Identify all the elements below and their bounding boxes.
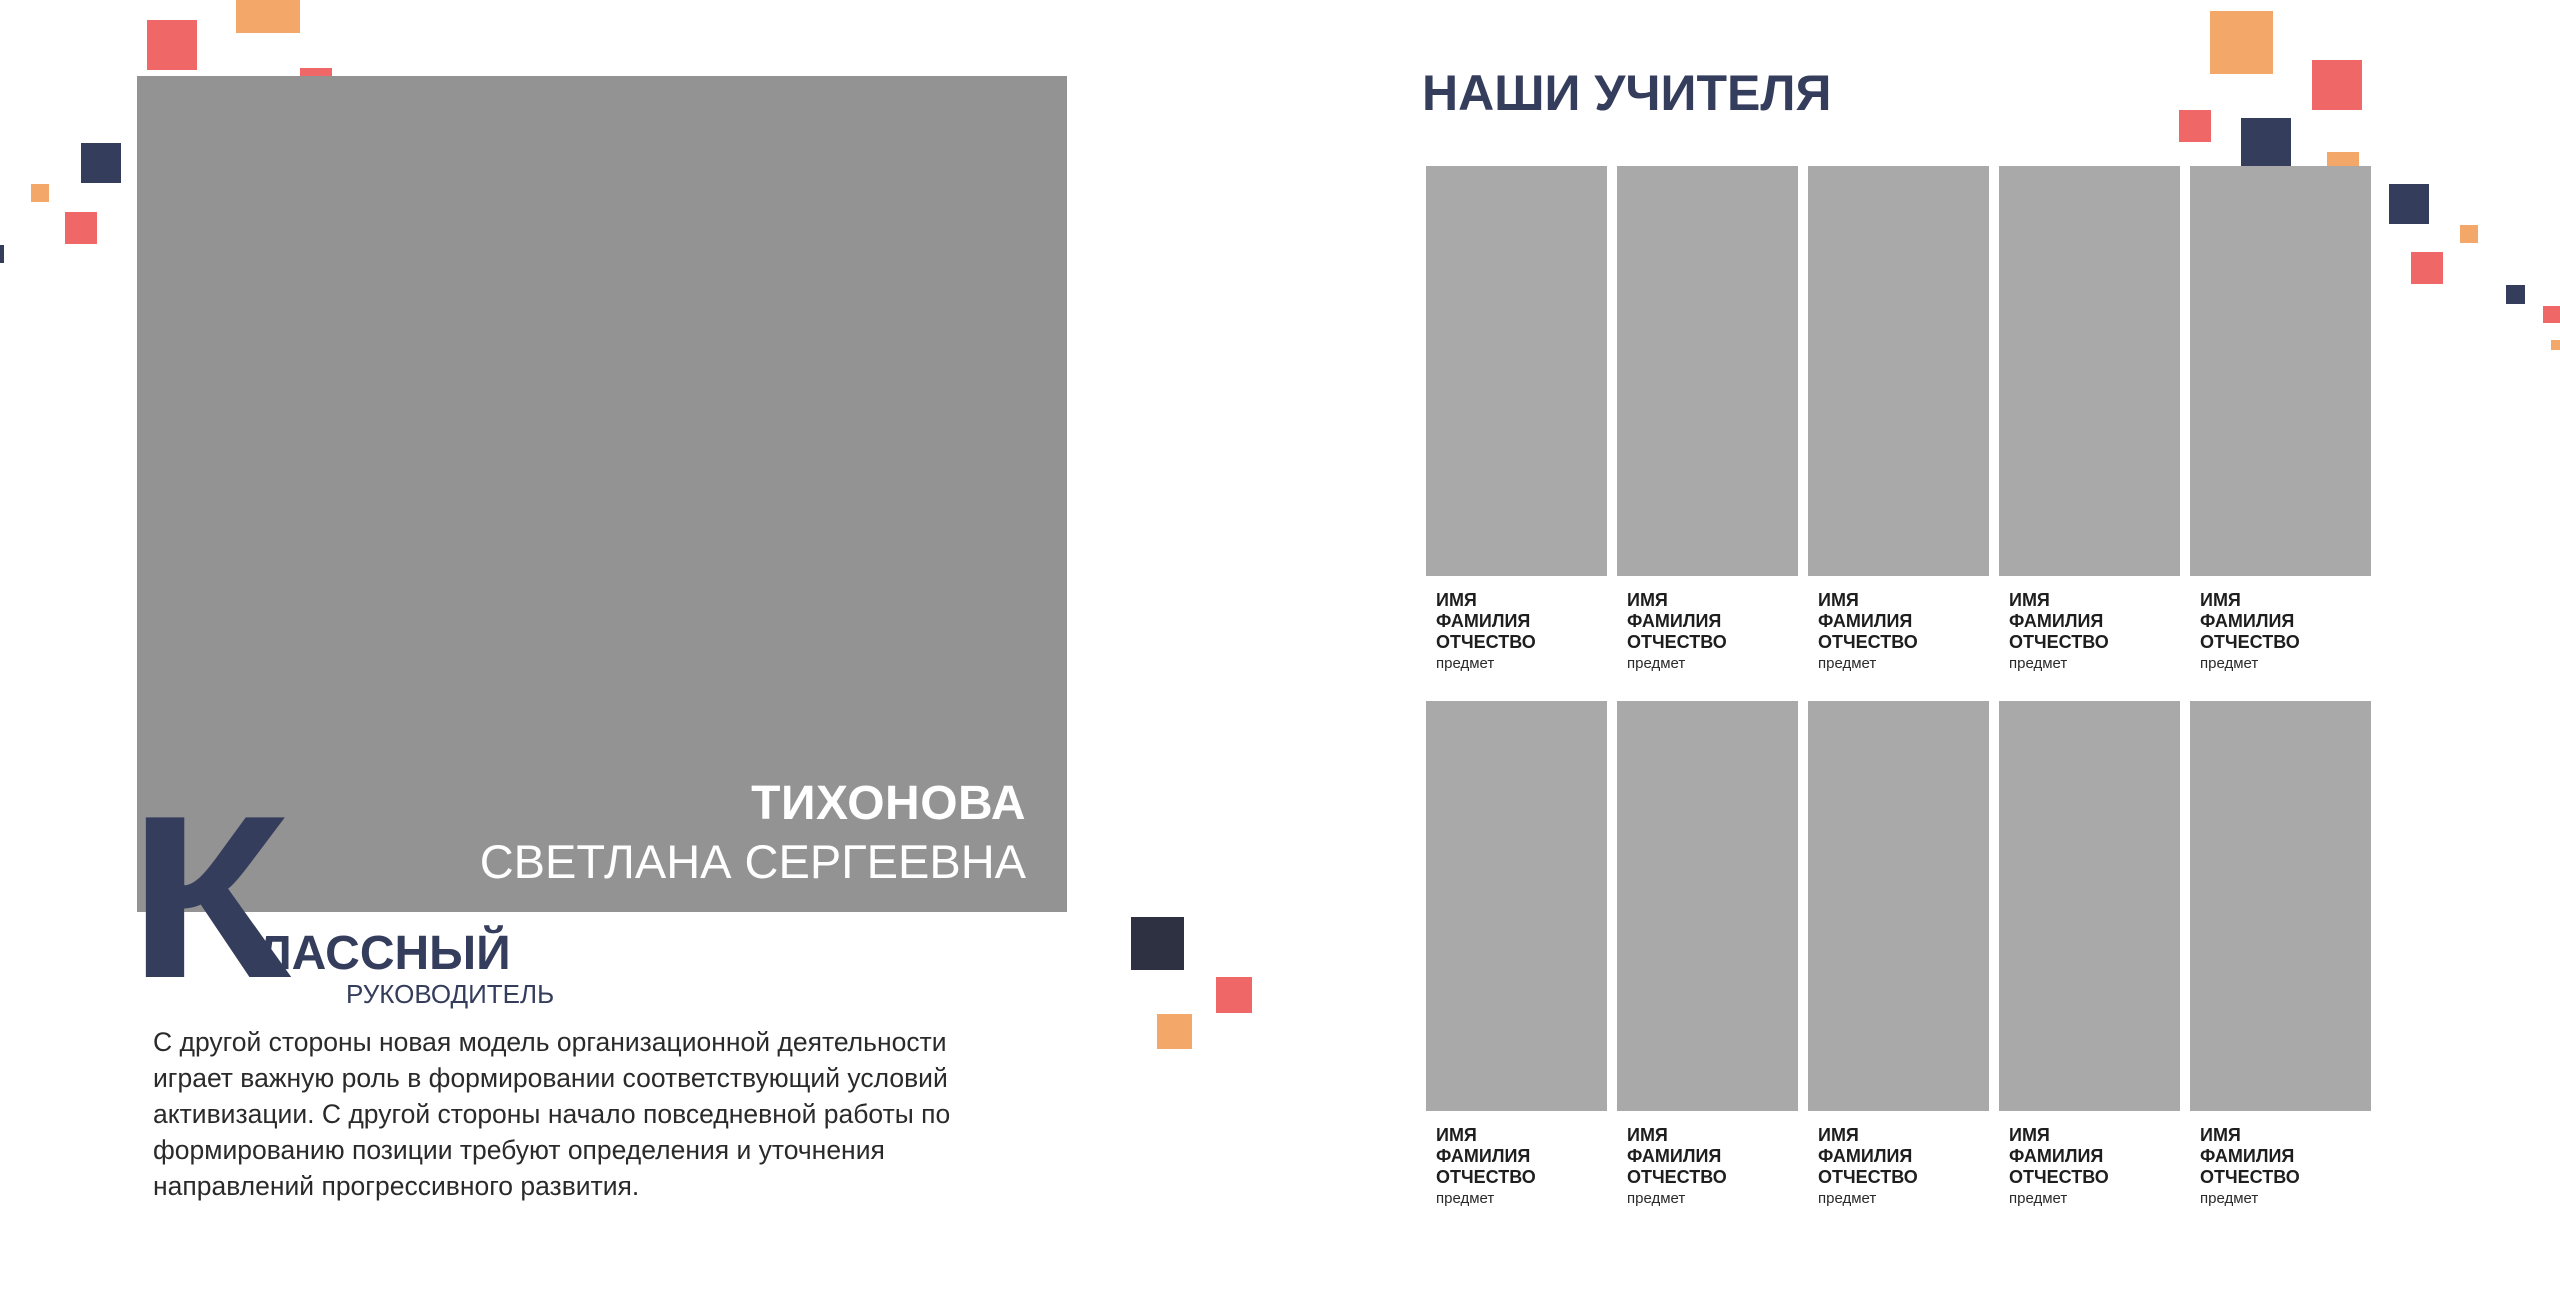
teacher-patronymic-line: ОТЧЕСТВО xyxy=(1818,632,1918,652)
decor-square xyxy=(1216,977,1252,1013)
teacher-card xyxy=(1426,166,1607,672)
teacher-subject: предмет xyxy=(2009,655,2068,672)
teacher-name-line: ИМЯ xyxy=(1436,590,1477,610)
teacher-name xyxy=(2009,590,2180,653)
teacher-photo-placeholder[interactable] xyxy=(1999,166,2180,576)
teacher-photo-placeholder[interactable] xyxy=(2190,166,2371,576)
teacher-patronymic-line: ОТЧЕСТВО xyxy=(2009,1167,2109,1187)
teacher-name-line: ИМЯ xyxy=(1627,1125,1668,1145)
teacher-name xyxy=(1818,1125,1989,1188)
teacher-name-line: ИМЯ xyxy=(2200,1125,2241,1145)
decor-square xyxy=(2411,252,2443,284)
teacher-card xyxy=(1999,701,2180,1207)
teacher-surname-line: ФАМИЛИЯ xyxy=(2009,611,2104,631)
teacher-subject: предмет xyxy=(2200,655,2259,672)
decor-square xyxy=(2506,285,2525,304)
teacher-name xyxy=(1436,1125,1607,1188)
teacher-surname-line: ФАМИЛИЯ xyxy=(2009,1146,2104,1166)
decor-square xyxy=(0,245,4,263)
teacher-subject: предмет xyxy=(2009,1190,2068,1207)
teacher-patronymic-line: ОТЧЕСТВО xyxy=(1627,632,1727,652)
teacher-photo-placeholder[interactable] xyxy=(1808,701,1989,1111)
teacher-card xyxy=(1617,166,1798,672)
teacher-card xyxy=(1617,701,1798,1207)
teacher-patronymic-line: ОТЧЕСТВО xyxy=(2200,1167,2300,1187)
class-teacher-description xyxy=(153,1024,951,1204)
teacher-name-line: ИМЯ xyxy=(1627,590,1668,610)
teacher-subject: предмет xyxy=(2200,1190,2259,1207)
teacher-photo-placeholder[interactable] xyxy=(1999,701,2180,1111)
teacher-surname-line: ФАМИЛИЯ xyxy=(1436,1146,1531,1166)
teacher-subject: предмет xyxy=(1818,1190,1877,1207)
description-line: играет важную роль в формировании соответствующий условий xyxy=(153,1063,948,1093)
teacher-name xyxy=(2200,590,2371,653)
decor-square xyxy=(65,212,97,244)
teacher-subject: предмет xyxy=(1436,655,1495,672)
teacher-surname-line: ФАМИЛИЯ xyxy=(1436,611,1531,631)
teacher-subject: предмет xyxy=(1627,655,1686,672)
teacher-subject: предмет xyxy=(1818,655,1877,672)
teacher-photo-placeholder[interactable] xyxy=(1808,166,1989,576)
decor-square xyxy=(81,143,121,183)
class-teacher-surname: ТИХОНОВА xyxy=(751,777,1026,830)
teacher-surname-line: ФАМИЛИЯ xyxy=(2200,611,2295,631)
decor-square xyxy=(2389,184,2429,224)
teacher-patronymic-line: ОТЧЕСТВО xyxy=(1627,1167,1727,1187)
decor-square xyxy=(2312,60,2362,110)
decor-square xyxy=(2210,11,2273,74)
teacher-name xyxy=(1627,1125,1798,1188)
decor-square xyxy=(2551,340,2560,350)
teacher-surname-line: ФАМИЛИЯ xyxy=(1818,1146,1913,1166)
decor-square xyxy=(2460,225,2478,243)
decor-square xyxy=(2179,110,2211,142)
teacher-card xyxy=(1808,701,1989,1207)
description-line: активизации. С другой стороны начало повседневной работы по xyxy=(153,1099,951,1129)
teacher-photo-placeholder[interactable] xyxy=(1426,701,1607,1111)
role-initial-letter: К xyxy=(128,768,291,1027)
teacher-name-line: ИМЯ xyxy=(1436,1125,1477,1145)
decor-square xyxy=(1131,917,1184,970)
teacher-surname-line: ФАМИЛИЯ xyxy=(1818,611,1913,631)
decor-square xyxy=(1157,1014,1192,1049)
teacher-patronymic-line: ОТЧЕСТВО xyxy=(2009,632,2109,652)
teacher-name-line: ИМЯ xyxy=(2009,1125,2050,1145)
teacher-photo-placeholder[interactable] xyxy=(1617,166,1798,576)
teacher-name-line: ИМЯ xyxy=(1818,1125,1859,1145)
teacher-patronymic-line: ОТЧЕСТВО xyxy=(1436,1167,1536,1187)
decor-square xyxy=(236,0,300,33)
teacher-photo-placeholder[interactable] xyxy=(1617,701,1798,1111)
teacher-surname-line: ФАМИЛИЯ xyxy=(1627,1146,1722,1166)
teacher-name-line: ИМЯ xyxy=(1818,590,1859,610)
teacher-subject: предмет xyxy=(1436,1190,1495,1207)
decor-square xyxy=(2543,306,2560,323)
teacher-name xyxy=(1436,590,1607,653)
teacher-name-line: ИМЯ xyxy=(2009,590,2050,610)
teacher-card xyxy=(2190,701,2371,1207)
teacher-surname-line: ФАМИЛИЯ xyxy=(1627,611,1722,631)
decor-square xyxy=(31,184,49,202)
teacher-card xyxy=(1426,701,1607,1207)
decor-square xyxy=(2241,118,2291,168)
teacher-card xyxy=(2190,166,2371,672)
role-subtitle: РУКОВОДИТЕЛЬ xyxy=(346,979,555,1009)
teacher-name xyxy=(1627,590,1798,653)
teacher-card xyxy=(1808,166,1989,672)
teacher-name xyxy=(2009,1125,2180,1188)
role-title: ЛАССНЫЙ xyxy=(258,927,511,980)
teachers-section-title: НАШИ УЧИТЕЛЯ xyxy=(1422,65,1832,121)
teacher-photo-placeholder[interactable] xyxy=(1426,166,1607,576)
class-teacher-name-patronymic: СВЕТЛАНА СЕРГЕЕВНА xyxy=(479,835,1026,888)
teacher-photo-placeholder[interactable] xyxy=(2190,701,2371,1111)
teacher-name xyxy=(2200,1125,2371,1188)
teacher-surname-line: ФАМИЛИЯ xyxy=(2200,1146,2295,1166)
description-line: формированию позиции требуют определения и уточнения xyxy=(153,1135,885,1165)
teacher-card xyxy=(1999,166,2180,672)
teacher-name xyxy=(1818,590,1989,653)
teacher-subject: предмет xyxy=(1627,1190,1686,1207)
teacher-patronymic-line: ОТЧЕСТВО xyxy=(1818,1167,1918,1187)
teacher-patronymic-line: ОТЧЕСТВО xyxy=(2200,632,2300,652)
teacher-name-line: ИМЯ xyxy=(2200,590,2241,610)
teacher-patronymic-line: ОТЧЕСТВО xyxy=(1436,632,1536,652)
decor-square xyxy=(147,20,197,70)
description-line: С другой стороны новая модель организационной деятельности xyxy=(153,1027,947,1057)
description-line: направлений прогрессивного развития. xyxy=(153,1171,640,1201)
